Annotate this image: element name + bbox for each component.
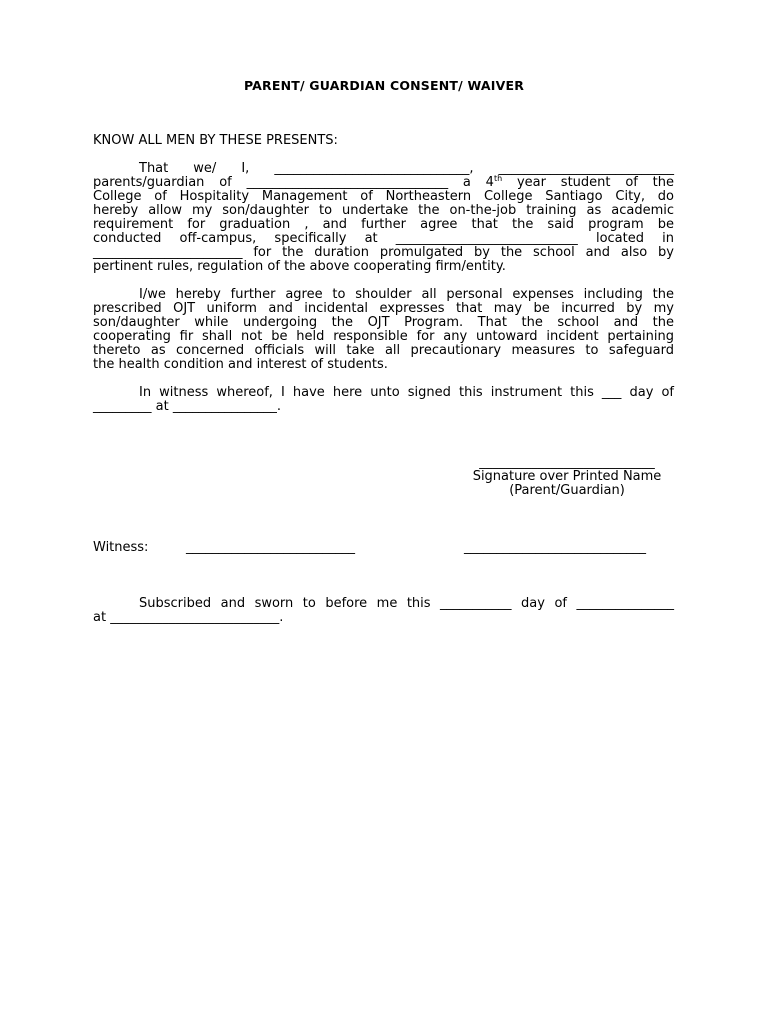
consent-line-2-post: year student of the xyxy=(502,175,674,190)
expenses-line-4: cooperating fir shall not be held responsible for any untoward incident pertaining xyxy=(93,329,674,344)
whereof-line-2: _________ at ________________. xyxy=(93,399,281,414)
consent-line-2 xyxy=(93,176,674,190)
consent-line-7: _______________________ for the duration promulgated by the school and also by xyxy=(93,245,674,260)
sworn-line-1: Subscribed and sworn to before me this ___________ day of _______________ xyxy=(139,596,674,611)
consent-line-1: That we/ I, ______________________________, ___________________________ xyxy=(139,161,674,176)
document-title: PARENT/ GUARDIAN CONSENT/ WAIVER xyxy=(243,78,525,93)
witness-line-1: __________________________ xyxy=(186,540,355,555)
sworn-line-2: at __________________________. xyxy=(93,610,284,625)
whereof-line-1: In witness whereof, I have here unto signed this instrument this ___ day of xyxy=(139,385,674,400)
consent-line-5: requirement for graduation , and further agree that the said program be xyxy=(93,217,674,232)
consent-line-4: hereby allow my son/daughter to undertake the on-the-job training as academic xyxy=(93,203,674,218)
salutation: KNOW ALL MEN BY THESE PRESENTS: xyxy=(93,133,338,148)
witness-label: Witness: xyxy=(93,540,149,555)
ordinal-suffix: th xyxy=(493,174,503,183)
consent-line-2-pre: parents/guardian of _______________________________ a 4 xyxy=(93,175,494,190)
witness-line-2: ____________________________ xyxy=(464,540,646,555)
signature-role: (Parent/Guardian) xyxy=(509,483,625,498)
expenses-line-5: thereto as concerned officials will take all precautionary measures to safeguard xyxy=(93,343,674,358)
expenses-line-3: son/daughter while undergoing the OJT Program. That the school and the xyxy=(93,315,674,330)
signature-line: ___________________________ xyxy=(479,455,655,470)
signature-label: Signature over Printed Name xyxy=(472,469,662,484)
expenses-line-2: prescribed OJT uniform and incidental expresses that may be incurred by my xyxy=(93,301,674,316)
consent-line-3: College of Hospitality Management of Northeastern College Santiago City, do xyxy=(93,189,674,204)
consent-line-8: pertinent rules, regulation of the above cooperating firm/entity. xyxy=(93,259,506,274)
expenses-line-1: I/we hereby further agree to shoulder all personal expenses including the xyxy=(139,287,674,302)
consent-line-6: conducted off-campus, specifically at ____________________________ located in xyxy=(93,231,674,246)
expenses-line-6: the health condition and interest of students. xyxy=(93,357,388,372)
